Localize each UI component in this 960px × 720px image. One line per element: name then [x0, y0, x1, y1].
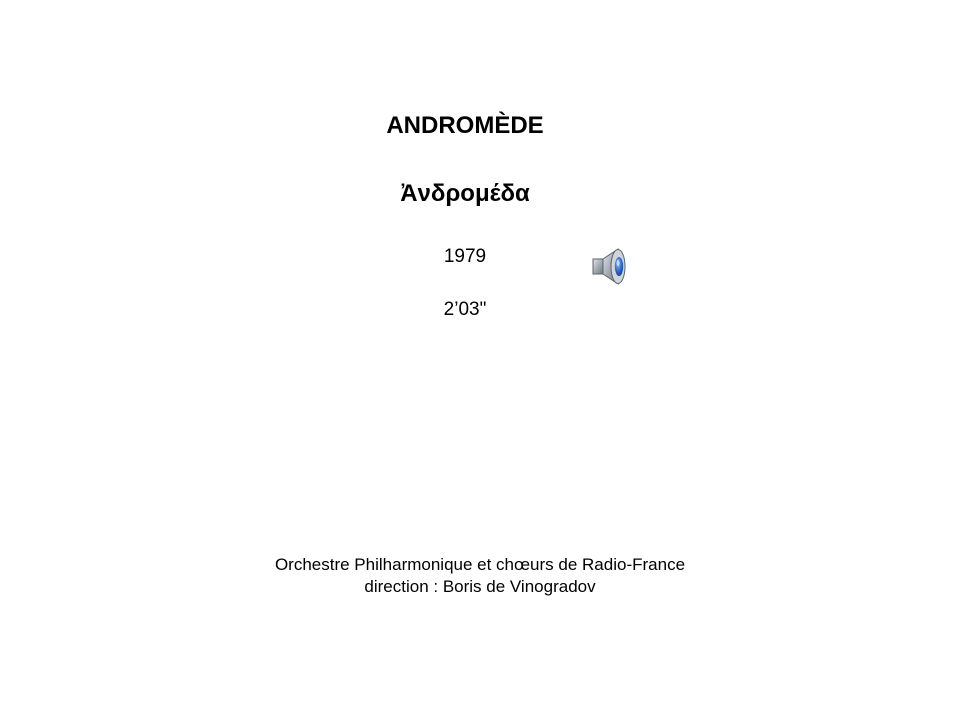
- credits-block: [180, 554, 780, 598]
- year-text: 1979: [443, 246, 487, 267]
- slide-title: ANDROMÈDE: [386, 112, 544, 139]
- credits-orchestra: Orchestre Philharmonique et chœurs de Radio-France: [274, 555, 686, 574]
- duration-text: 2’03": [443, 299, 487, 320]
- credits-conductor: direction : Boris de Vinogradov: [364, 577, 596, 596]
- slide-subtitle-greek: Ἀνδρομέδα: [400, 180, 530, 207]
- speaker-icon[interactable]: [588, 244, 634, 288]
